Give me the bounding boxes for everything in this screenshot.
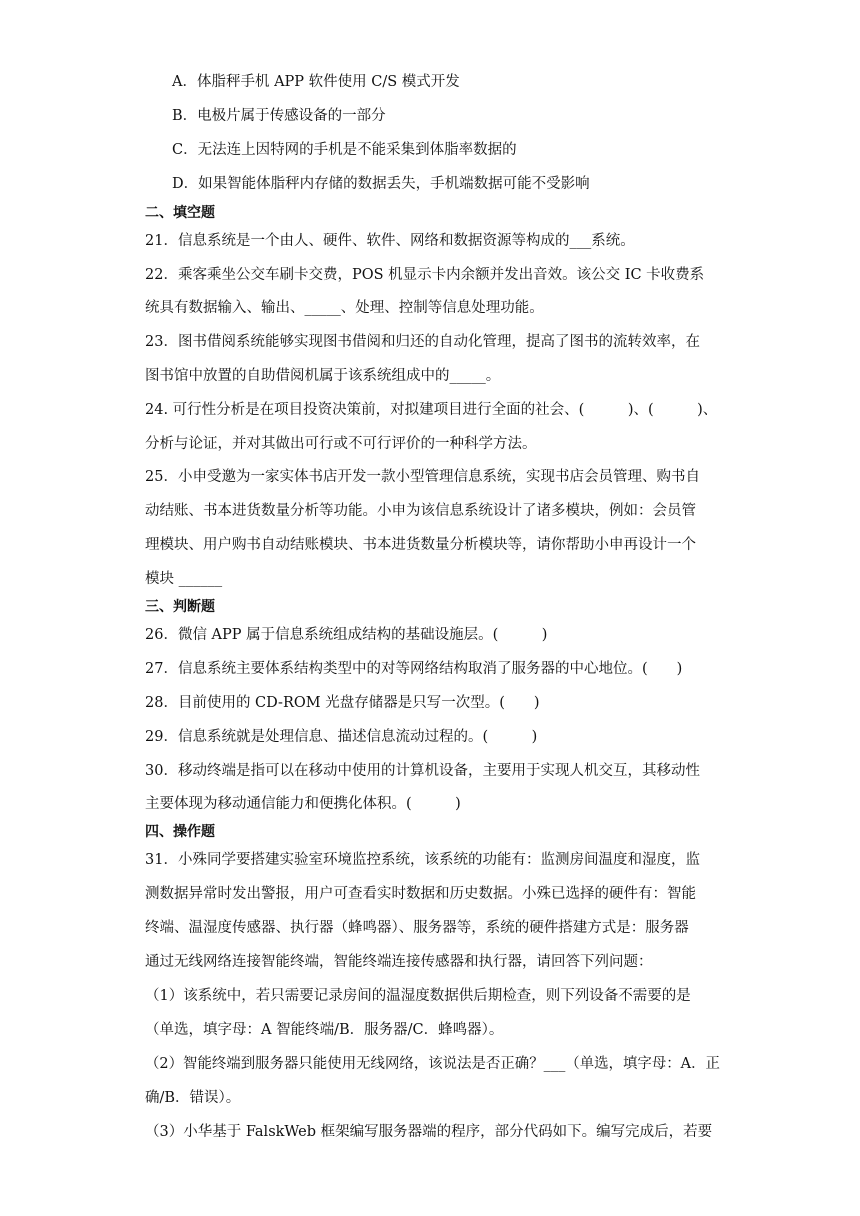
question-31-line-1: 31．小殊同学要搭建实验室环境监控系统，该系统的功能有：监测房间温度和湿度，监 — [145, 852, 700, 868]
section-title-true-false: 三、判断题 — [145, 599, 215, 615]
question-22-line-2: 统具有数据输入、输出、_____、处理、控制等信息处理功能。 — [145, 300, 544, 316]
question-31-sub-1-line-2: （单选，填字母：A 智能终端/B．服务器/C．蜂鸣器）。 — [145, 1022, 504, 1038]
question-25-line-4: 模块 ______ — [145, 571, 223, 587]
question-24-line-2: 分析与论证，并对其做出可行或不可行评价的一种科学方法。 — [145, 436, 537, 452]
question-31-line-2: 测数据异常时发出警报，用户可查看实时数据和历史数据。小殊已选择的硬件有：智能 — [145, 886, 696, 902]
question-25-line-3: 理模块、用户购书自动结账模块、书本进货数量分析模块等，请你帮助小申再设计一个 — [145, 537, 696, 553]
option-c: C．无法连上因特网的手机是不能采集到体脂率数据的 — [172, 142, 517, 158]
question-30-line-2: 主要体现为移动通信能力和便携化体积。( ) — [145, 796, 461, 812]
question-21: 21．信息系统是一个由人、硬件、软件、网络和数据资源等构成的___系统。 — [145, 233, 635, 249]
question-25-line-1: 25．小申受邀为一家实体书店开发一款小型管理信息系统，实现书店会员管理、购书自 — [145, 469, 700, 485]
question-27: 27．信息系统主要体系结构类型中的对等网络结构取消了服务器的中心地位。( ) — [145, 661, 683, 677]
question-26: 26．微信 APP 属于信息系统组成结构的基础设施层。( ) — [145, 627, 548, 643]
question-25-line-2: 动结账、书本进货数量分析等功能。小申为该信息系统设计了诸多模块，例如：会员管 — [145, 503, 696, 519]
question-23-line-1: 23．图书借阅系统能够实现图书借阅和归还的自动化管理，提高了图书的流转效率，在 — [145, 334, 700, 350]
question-29: 29．信息系统就是处理信息、描述信息流动过程的。( ) — [145, 729, 538, 745]
question-31-sub-2-line-1: （2）智能终端到服务器只能使用无线网络，该说法是否正确？___（单选，填字母：A．正 — [145, 1056, 720, 1072]
section-title-operation: 四、操作题 — [145, 824, 215, 840]
section-title-fill-blank: 二、填空题 — [145, 205, 215, 221]
question-31-line-3: 终端、温湿度传感器、执行器（蜂鸣器）、服务器等，系统的硬件搭建方式是：服务器 — [145, 920, 689, 936]
question-23-line-2: 图书馆中放置的自助借阅机属于该系统组成中的_____。 — [145, 368, 501, 384]
question-31-line-4: 通过无线网络连接智能终端，智能终端连接传感器和执行器，请回答下列问题： — [145, 954, 653, 970]
question-31-sub-2-line-2: 确/B．错误）。 — [145, 1090, 241, 1106]
question-31-sub-1-line-1: （1）该系统中，若只需要记录房间的温湿度数据供后期检查，则下列设备不需要的是 — [145, 988, 691, 1004]
question-22-line-1: 22．乘客乘坐公交车刷卡交费，POS 机显示卡内余额并发出音效。该公交 IC 卡收费系 — [145, 267, 705, 283]
option-a: A．体脂秤手机 APP 软件使用 C/S 模式开发 — [172, 74, 460, 90]
question-30-line-1: 30．移动终端是指可以在移动中使用的计算机设备，主要用于实现人机交互，其移动性 — [145, 763, 700, 779]
question-24-line-1: 24. 可行性分析是在项目投资决策前，对拟建项目进行全面的社会、( )、( )、 — [145, 402, 718, 418]
option-b: B．电极片属于传感设备的一部分 — [172, 108, 386, 124]
question-28: 28．目前使用的 CD-ROM 光盘存储器是只写一次型。( ) — [145, 695, 540, 711]
option-d: D．如果智能体脂秤内存储的数据丢失，手机端数据可能不受影响 — [172, 176, 590, 192]
question-31-sub-3-line-1: （3）小华基于 FalskWeb 框架编写服务器端的程序，部分代码如下。编写完成后，若要 — [145, 1124, 713, 1140]
